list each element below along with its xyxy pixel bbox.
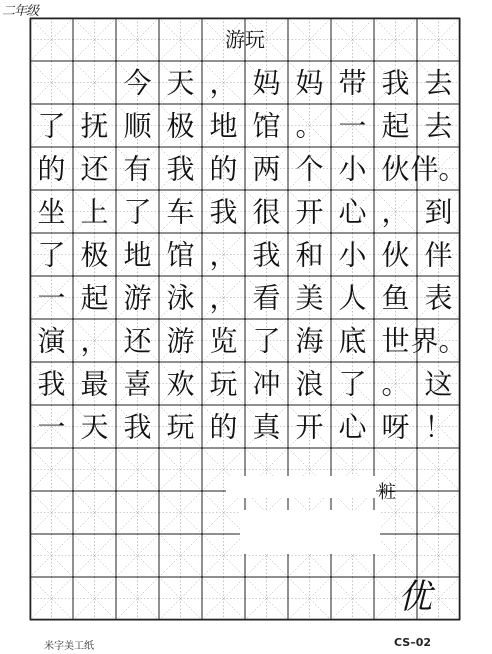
essay-char: 两 — [252, 152, 281, 186]
essay-char: 妈 — [295, 66, 324, 100]
redacted-name-area — [226, 476, 376, 498]
essay-char: 还 — [123, 324, 152, 358]
essay-char: 泳 — [166, 281, 195, 315]
essay-char: 了 — [252, 324, 281, 358]
essay-char: 极 — [166, 109, 195, 143]
essay-char: 览 — [209, 324, 238, 358]
essay-char: 心 — [338, 195, 367, 229]
essay-char: 我 — [166, 152, 195, 186]
essay-char: 底 — [338, 324, 367, 358]
grade-label: 二年级 — [2, 4, 39, 19]
essay-char: 伴 — [424, 238, 453, 272]
essay-char: 伙 — [381, 238, 410, 272]
essay-char: 和 — [295, 238, 324, 272]
essay-char: 人 — [338, 281, 367, 315]
essay-char: 的 — [37, 152, 66, 186]
essay-char: 车 — [166, 195, 195, 229]
essay-char: 开 — [295, 410, 324, 444]
essay-char: 了 — [123, 195, 152, 229]
essay-char: 很 — [252, 195, 281, 229]
essay-char: 。 — [295, 109, 324, 143]
essay-char: 浪 — [295, 367, 324, 401]
essay-char: 的 — [209, 410, 238, 444]
essay-char: 顺 — [123, 109, 152, 143]
essay-char: 起 — [80, 281, 109, 315]
essay-char: 带 — [338, 66, 367, 100]
essay-char: 一 — [338, 109, 367, 143]
essay-char: 去 — [424, 109, 453, 143]
essay-char: 我 — [37, 367, 66, 401]
essay-char: 馆 — [166, 238, 195, 272]
essay-char: 地 — [209, 109, 238, 143]
essay-char: 天 — [80, 410, 109, 444]
essay-char: ， — [80, 324, 109, 358]
paper-code: CS–02 — [394, 636, 432, 649]
essay-char: 一 — [37, 410, 66, 444]
essay-char: 玩 — [166, 410, 195, 444]
essay-char: 抚 — [80, 109, 109, 143]
essay-char: 最 — [80, 367, 109, 401]
essay-char: 小 — [338, 238, 367, 272]
essay-char: 今 — [123, 66, 152, 100]
essay-char: 世 — [381, 324, 410, 358]
essay-char: 有 — [123, 152, 152, 186]
essay-char: 。 — [381, 367, 410, 401]
essay-char: 到 — [424, 195, 453, 229]
essay-char: 我 — [381, 66, 410, 100]
essay-char: 了 — [338, 367, 367, 401]
essay-char: 一 — [37, 281, 66, 315]
essay-char: 地 — [123, 238, 152, 272]
essay-char: 真 — [252, 410, 281, 444]
essay-char: 伙 — [381, 152, 410, 186]
essay-char: 极 — [80, 238, 109, 272]
essay-char: 我 — [252, 238, 281, 272]
grade-mark: 优 — [398, 577, 432, 617]
essay-char: 欢 — [166, 367, 195, 401]
essay-char: 起 — [381, 109, 410, 143]
essay-char: 了 — [37, 109, 66, 143]
essay-char: 伴。 — [410, 152, 467, 186]
essay-title: 游玩 — [225, 27, 265, 52]
redacted-name-area-2 — [240, 510, 380, 554]
essay-char: 的 — [209, 152, 238, 186]
essay-char: 开 — [295, 195, 324, 229]
essay-char: 喜 — [123, 367, 152, 401]
essay-char: 鱼 — [381, 281, 410, 315]
essay-char: 冲 — [252, 367, 281, 401]
essay-char: ， — [209, 66, 238, 100]
essay-char: 我 — [209, 195, 238, 229]
name-char: 粧 — [378, 482, 396, 503]
essay-char: ， — [381, 195, 410, 229]
essay-char: 天 — [166, 66, 195, 100]
essay-char: 游 — [123, 281, 152, 315]
essay-char: ， — [209, 281, 238, 315]
essay-char: 美 — [295, 281, 324, 315]
essay-char: ， — [209, 238, 238, 272]
essay-char: 妈 — [252, 66, 281, 100]
essay-char: 小 — [338, 152, 367, 186]
paper-name: 米字美工纸 — [44, 641, 94, 652]
essay-char: 坐 — [37, 195, 66, 229]
essay-char: 玩 — [209, 367, 238, 401]
essay-char: 还 — [80, 152, 109, 186]
essay-char: 心 — [338, 410, 367, 444]
essay-char: 呀 — [381, 410, 410, 444]
essay-char: 界。 — [410, 324, 467, 358]
essay-char: 上 — [80, 195, 109, 229]
essay-char: 表 — [424, 281, 453, 315]
essay-char: 去 — [424, 66, 453, 100]
essay-char: 馆 — [252, 109, 281, 143]
essay-char: 游 — [166, 324, 195, 358]
essay-char: 了 — [37, 238, 66, 272]
essay-char: 看 — [252, 281, 281, 315]
essay-char: 个 — [295, 152, 324, 186]
essay-char: 这 — [424, 367, 453, 401]
essay-char: 海 — [295, 324, 324, 358]
essay-char: ！ — [424, 410, 453, 444]
essay-char: 我 — [123, 410, 152, 444]
essay-char: 演 — [37, 324, 66, 358]
